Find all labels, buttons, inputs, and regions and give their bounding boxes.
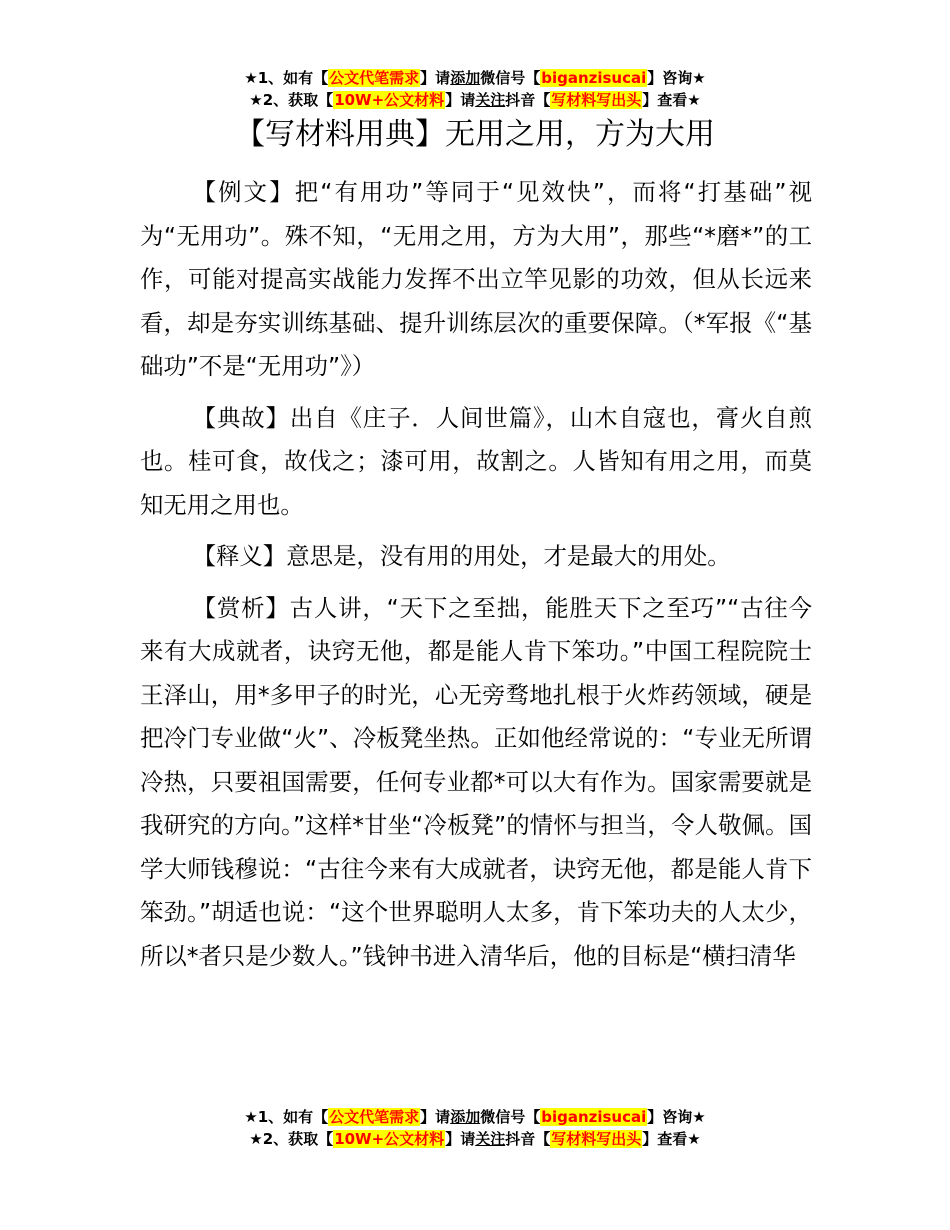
paragraph-appreciation: 【赏析】古人讲，“天下之至拙，能胜天下之至巧”“古往今来有大成就者，诀窍无他，都是能人肯下笨功。”中国工程院院士王泽山，用*多甲子的时光，心无旁骛地扎根于火炸药领域，硬是把冷门专业做“火”、冷板凳坐热。正如他经常说的：“专业无所谓冷热，只要祖国需要，任何专业都*可以大有作为。国家需要就是我研究的方向。”这样*甘坐“冷板凳”的情怀与担当，令人敬佩。国学大师钱穆说：“古往今来有大成就者，诀窍无他，都是能人肯下笨劲。”胡适也说：“这个世界聪明人太多，肯下笨功夫的人太少，所以*者只是少数人。”钱钟书进入清华后，他的目标是“横扫清华: [140, 593, 812, 970]
banner-highlight: biganzisucai: [541, 69, 647, 87]
banner-line-2: ★2、获取【10W+公文材料】请关注抖音【写材料写出头】查看★: [249, 91, 701, 109]
footer-banner: [0, 1106, 950, 1150]
banner-emphasis: 关注: [475, 91, 506, 109]
banner-highlight: 公文代笔需求: [329, 69, 420, 87]
banner-highlight: 10W+公文材料: [334, 91, 445, 109]
banner-highlight: 写材料写出头: [551, 1130, 642, 1148]
banner-highlight: 10W+公文材料: [334, 1130, 445, 1148]
banner-highlight: 公文代笔需求: [329, 1108, 420, 1126]
banner-emphasis: 添加: [450, 69, 481, 87]
banner-line-2: ★2、获取【10W+公文材料】请关注抖音【写材料写出头】查看★: [249, 1130, 701, 1148]
paragraph-allusion: 【典故】出自《庄子．人间世篇》，山木自寇也，膏火自煎也。桂可食，故伐之；漆可用，故割之。人皆知有用之用，而莫知无用之用也。: [140, 403, 812, 519]
banner-emphasis: 添加: [450, 1108, 481, 1126]
document-body: [140, 171, 812, 986]
banner-line-1: ★1、如有【公文代笔需求】请添加微信号【biganzisucai】咨询★: [244, 1108, 706, 1126]
banner-highlight: 写材料写出头: [551, 91, 642, 109]
banner-line-1: ★1、如有【公文代笔需求】请添加微信号【biganzisucai】咨询★: [244, 69, 706, 87]
paragraph-example: 【例文】把“有用功”等同于“见效快”，而将“打基础”视为“无用功”。殊不知，“无用之用，方为大用”，那些“*磨*”的工作，可能对提高实战能力发挥不出立竿见影的功效，但从长远来看，却是夯实训练基础、提升训练层次的重要保障。（*军报《“基础功”不是“无用功”》）: [140, 178, 812, 380]
header-banner: [0, 67, 950, 111]
paragraph-meaning: 【释义】意思是，没有用的用处，才是最大的用处。: [192, 542, 731, 570]
document-title: 【写材料用典】无用之用，方为大用: [235, 117, 715, 152]
banner-emphasis: 关注: [475, 1130, 506, 1148]
banner-highlight: biganzisucai: [541, 1108, 647, 1126]
